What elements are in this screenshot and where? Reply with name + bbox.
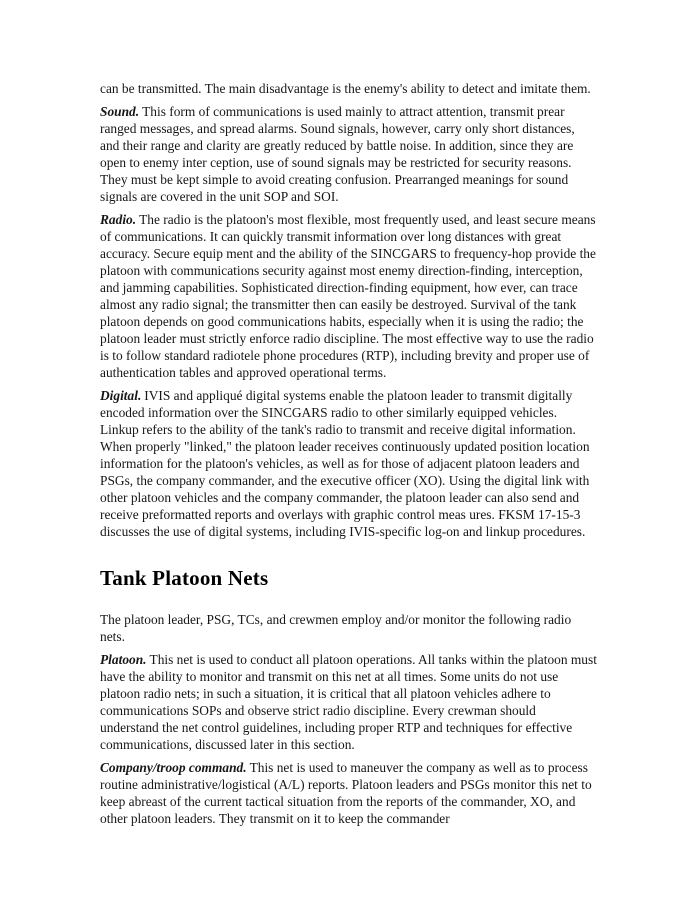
paragraph-company-troop-command — [100, 759, 597, 827]
paragraph-platoon — [100, 651, 597, 753]
paragraph-lead: Sound. — [100, 104, 140, 119]
paragraph-lead: Company/troop command. — [100, 760, 247, 775]
paragraph-text: This form of communications is used mainly to attract attention, transmit prear ranged messages, and spread alarms. Sound signals, however, carry only short distances, and their range and clarity are greatly reduced by battle noise. In addition, since they are open to enemy inter ception, use of sound signals may be restricted for security reasons. They must be kept simple to avoid creating confusion. Prearranged meanings for sound signals are covered in the unit SOP and SOI. — [100, 104, 575, 204]
paragraph-text: IVIS and appliqué digital systems enable the platoon leader to transmit digitally encoded information over the SINCGARS radio to other similarly equipped vehicles. Linkup refers to the ability of the tank's radio to transmit and receive digital information. When properly "linked," the platoon leader receives continuously updated position location information for the platoon's vehicles, as well as for those of adjacent platoon leaders and PSGs, the company commander, and the executive officer (XO). Using the digital link with other platoon vehicles and the company commander, the platoon leader can also send and receive preformatted reports and overlays with graphic control meas ures. FKSM 17-15-3 discusses the use of digital systems, including IVIS-specific log-on and linkup procedures. — [100, 388, 590, 539]
paragraph-lead: Digital. — [100, 388, 142, 403]
paragraph-text: The platoon leader, PSG, TCs, and crewmen employ and/or monitor the following radio nets. — [100, 612, 572, 644]
paragraph-text: The radio is the platoon's most flexible, most frequently used, and least secure means of communications. It can quickly transmit information over long distances with great accuracy. Secure equip ment and the ability of the SINCGARS to frequency-hop provide the platoon with communications security against most enemy direction-finding, interception, and jamming capabilities. Sophisticated direction-finding equipment, how ever, can trace almost any radio signal; the transmitter then can easily be destroyed. Survival of the tank platoon depends on good communications habits, especially when it is using the radio; the platoon leader must strictly enforce radio discipline. The most effective way to use the radio is to follow standard radiotele phone procedures (RTP), including brevity and proper use of authentication tables and approved operational terms. — [100, 212, 596, 380]
paragraph-nets-intro — [100, 611, 597, 645]
paragraph-digital — [100, 387, 597, 540]
paragraph-sound — [100, 103, 597, 205]
paragraph-radio — [100, 211, 597, 381]
paragraph-text: This net is used to conduct all platoon operations. All tanks within the platoon must have the ability to monitor and transmit on this net at all times. Some units do not use platoon radio nets; in such a situation, it is critical that all platoon vehicles adhere to communications SOPs and observe strict radio discipline. Every crewman should understand the net control guidelines, including proper RTP and techniques for effective communications, discussed later in this section. — [100, 652, 597, 752]
paragraph-lead: Radio. — [100, 212, 137, 227]
paragraph-intro-continued — [100, 80, 597, 97]
paragraph-lead: Platoon. — [100, 652, 147, 667]
section-heading: Tank Platoon Nets — [100, 566, 269, 590]
paragraph-text: can be transmitted. The main disadvantage is the enemy's ability to detect and imitate them. — [100, 81, 591, 96]
paragraph-text: This net is used to maneuver the company as well as to process routine administrative/logistical (A/L) reports. Platoon leaders and PSGs monitor this net to keep abreast of the current tactical situation from the reports of the commander, XO, and other platoon leaders. They transmit on it to keep the commander — [100, 760, 592, 826]
